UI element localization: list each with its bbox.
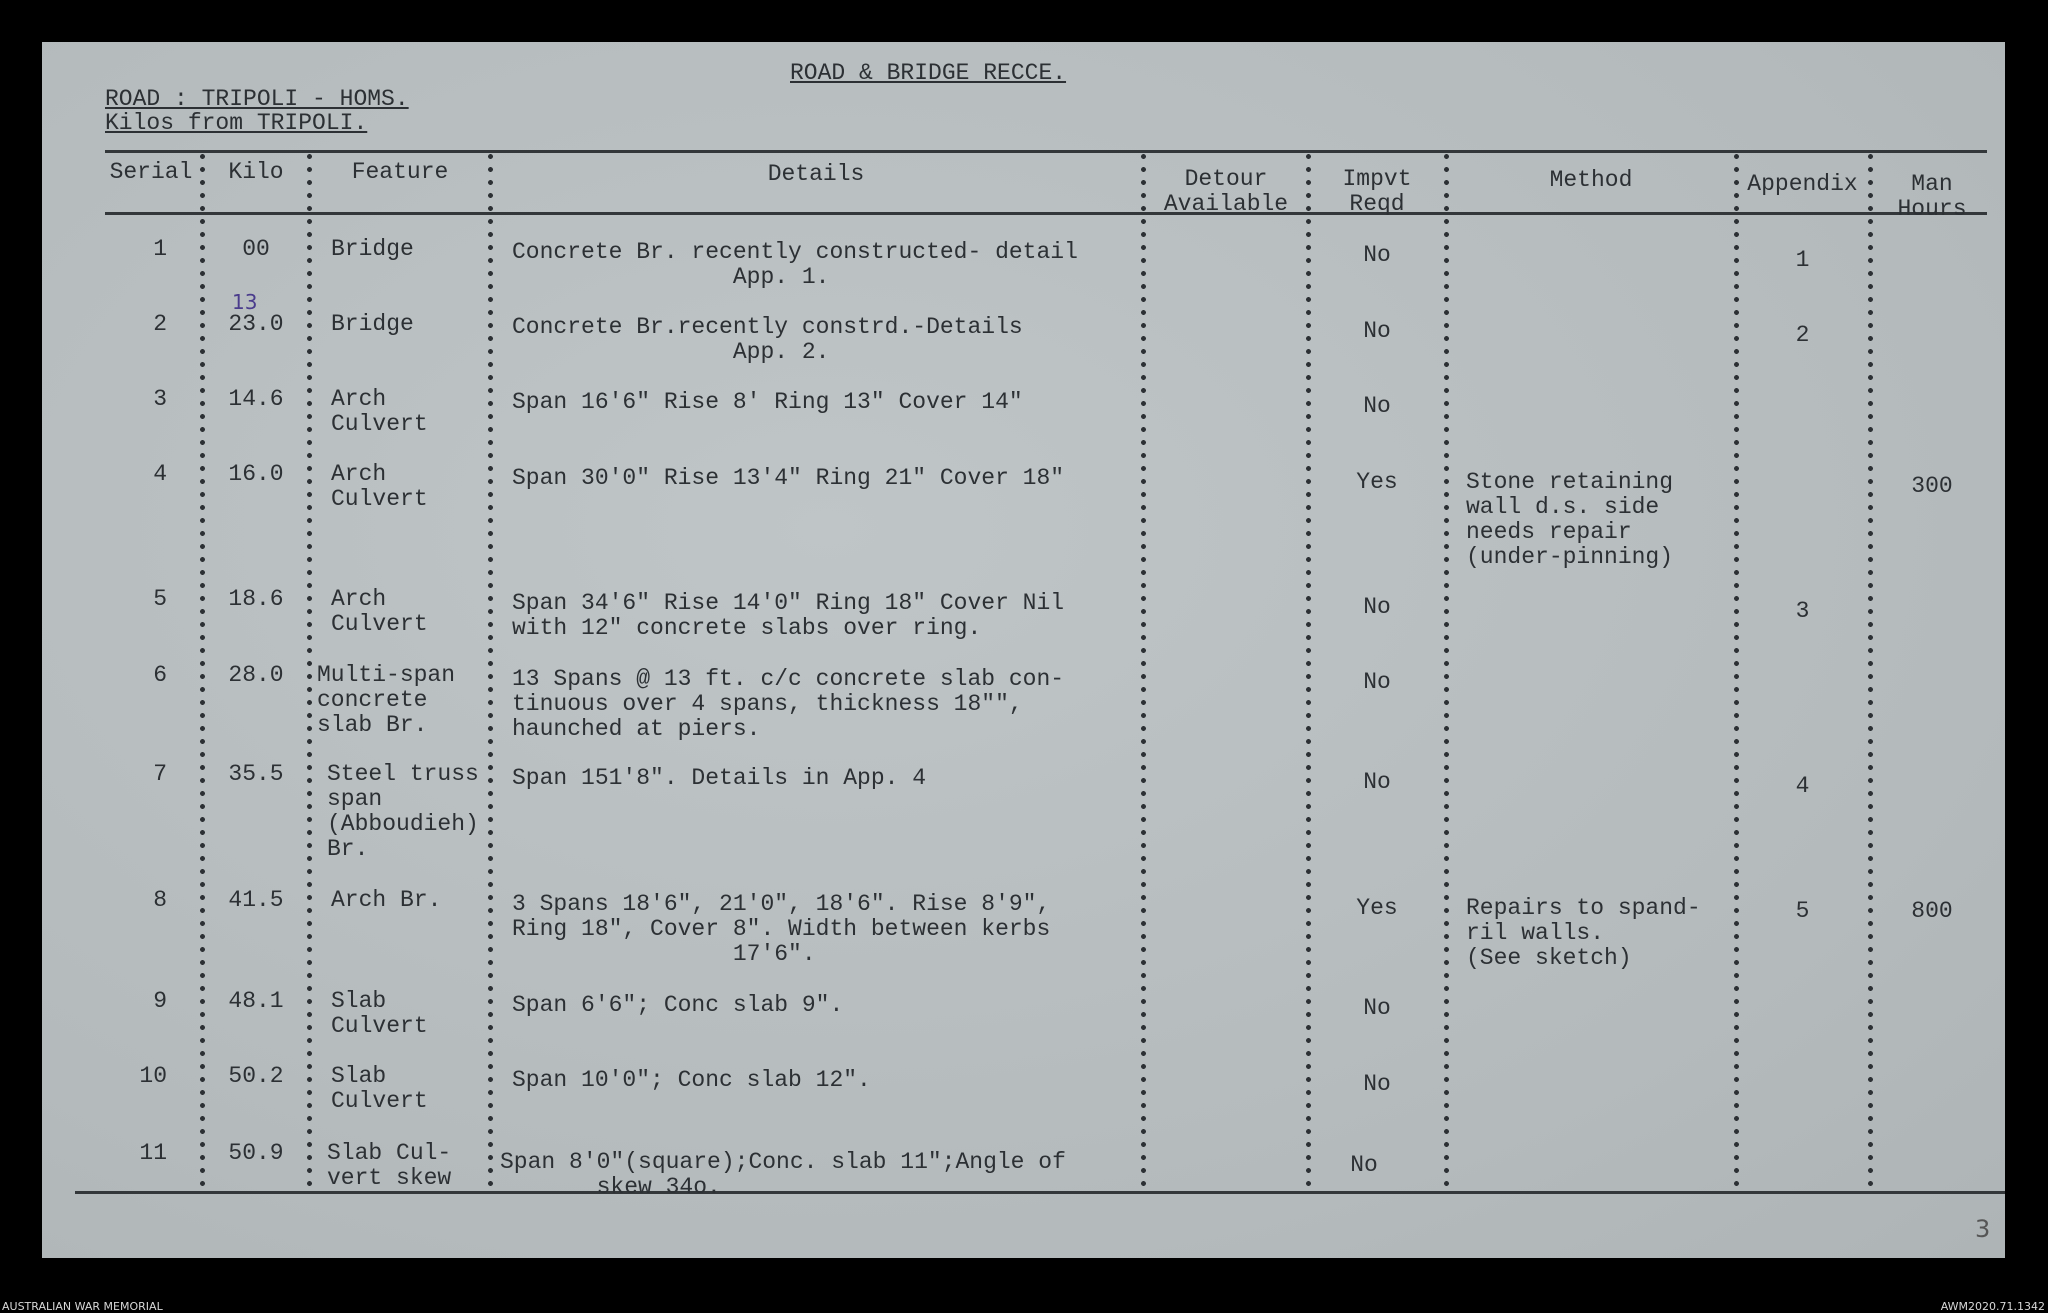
column-separator [306, 150, 313, 1191]
feature-cell: Bridge [331, 311, 414, 337]
man-hours-cell: 800 [1911, 898, 1953, 924]
appendix-cell: 5 [1795, 898, 1810, 924]
column-separator [1733, 150, 1740, 1191]
footer-accession: AWM2020.71.1342 [1940, 1300, 2045, 1313]
header-detour: Detour Available [1163, 166, 1289, 217]
document-title: ROAD & BRIDGE RECCE. [790, 60, 1067, 86]
kilo-cell: 28.0 [228, 662, 284, 688]
serial-cell: 7 [153, 761, 167, 787]
column-separator [1140, 150, 1147, 1191]
table-top-rule [105, 150, 1987, 153]
column-separator [1305, 150, 1312, 1191]
road-label: ROAD : TRIPOLI - HOMS. [105, 86, 409, 112]
header-man-hours: Man Hours [1897, 171, 1967, 222]
header-method: Method [1549, 167, 1633, 193]
details-cell: Span 151'8". Details in App. 4 [512, 765, 927, 791]
kilo-cell: 48.1 [228, 988, 284, 1014]
serial-cell: 4 [153, 461, 167, 487]
kilos-label: Kilos from TRIPOLI. [105, 110, 368, 136]
kilo-cell: 35.5 [228, 761, 284, 787]
feature-cell: Slab Culvert [331, 1063, 428, 1114]
column-separator [199, 150, 206, 1191]
handwritten-correction: 13 [232, 290, 258, 314]
serial-cell: 10 [139, 1063, 167, 1089]
feature-cell: Bridge [331, 236, 414, 262]
serial-cell: 5 [153, 586, 167, 612]
kilo-cell: 18.6 [228, 586, 284, 612]
details-cell: Concrete Br. recently constructed- detail App. 1. [512, 239, 1078, 290]
appendix-cell: 3 [1795, 598, 1810, 624]
feature-cell: Arch Culvert [331, 586, 428, 637]
man-hours-cell: 300 [1911, 473, 1953, 499]
impvt-cell: Yes [1356, 469, 1398, 495]
feature-cell: Steel truss span (Abboudieh) Br. [327, 761, 479, 862]
footer-institution: AUSTRALIAN WAR MEMORIAL [2, 1300, 163, 1313]
feature-cell: Arch Culvert [331, 386, 428, 437]
feature-cell: Multi-span concrete slab Br. [317, 662, 456, 738]
impvt-cell: No [1363, 242, 1391, 268]
kilo-cell: 00 [242, 236, 270, 262]
page-number: 3 [1975, 1215, 1991, 1243]
impvt-cell: No [1363, 669, 1391, 695]
serial-cell: 2 [153, 311, 167, 337]
impvt-cell: No [1363, 318, 1391, 344]
impvt-cell: Yes [1356, 895, 1398, 921]
serial-cell: 11 [139, 1140, 167, 1166]
kilo-cell: 50.2 [228, 1063, 284, 1089]
serial-cell: 3 [153, 386, 167, 412]
serial-cell: 6 [153, 662, 167, 688]
appendix-cell: 4 [1795, 773, 1810, 799]
header-details: Details [767, 161, 865, 187]
kilo-cell: 16.0 [228, 461, 284, 487]
serial-cell: 8 [153, 887, 167, 913]
method-cell: Stone retaining wall d.s. side needs repair (under-pinning) [1466, 469, 1674, 570]
impvt-cell: No [1363, 995, 1391, 1021]
kilo-cell: 23.0 [228, 311, 284, 337]
details-cell: Span 34'6" Rise 14'0" Ring 18" Cover Nil with 12" concrete slabs over ring. [512, 590, 1065, 641]
header-bottom-rule [105, 212, 1987, 215]
column-separator [1443, 150, 1450, 1191]
method-cell: Repairs to spand- ril walls. (See sketch) [1466, 895, 1701, 971]
impvt-cell: No [1363, 1071, 1391, 1097]
details-cell: Span 6'6"; Conc slab 9". [512, 992, 844, 1018]
impvt-cell: No [1350, 1152, 1378, 1178]
kilo-cell: 50.9 [228, 1140, 284, 1166]
serial-cell: 9 [153, 988, 167, 1014]
details-cell: Span 16'6" Rise 8' Ring 13" Cover 14" [512, 389, 1023, 415]
impvt-cell: No [1363, 769, 1391, 795]
details-cell: Span 10'0"; Conc slab 12". [512, 1067, 871, 1093]
details-cell: Concrete Br.recently constrd.-Details App. 2. [512, 314, 1023, 365]
header-appendix: Appendix [1747, 171, 1858, 197]
header-impvt: Impvt Reqd [1342, 166, 1412, 217]
serial-cell: 1 [153, 236, 167, 262]
details-cell: Span 30'0" Rise 13'4" Ring 21" Cover 18" [512, 465, 1065, 491]
feature-cell: Slab Cul- vert skew [327, 1140, 452, 1191]
header-serial: Serial [109, 159, 193, 185]
appendix-cell: 2 [1795, 322, 1810, 348]
impvt-cell: No [1363, 594, 1391, 620]
impvt-cell: No [1363, 393, 1391, 419]
details-cell: 13 Spans @ 13 ft. c/c concrete slab con- tinuous over 4 spans, thickness 18"", haunched at piers. [512, 666, 1065, 742]
feature-cell: Slab Culvert [331, 988, 428, 1039]
kilo-cell: 14.6 [228, 386, 284, 412]
header-feature: Feature [351, 159, 449, 185]
column-separator [1867, 150, 1874, 1191]
feature-cell: Arch Culvert [331, 461, 428, 512]
feature-cell: Arch Br. [331, 887, 442, 913]
kilo-cell: 41.5 [228, 887, 284, 913]
appendix-cell: 1 [1795, 247, 1810, 273]
details-cell: 3 Spans 18'6", 21'0", 18'6". Rise 8'9", Ring 18", Cover 8". Width between kerbs 17'6". [512, 891, 1051, 967]
details-cell: Span 8'0"(square);Conc. slab 11";Angle of skew 34o. [500, 1149, 1066, 1200]
header-kilo: Kilo [228, 159, 284, 185]
column-separator [487, 150, 494, 1191]
